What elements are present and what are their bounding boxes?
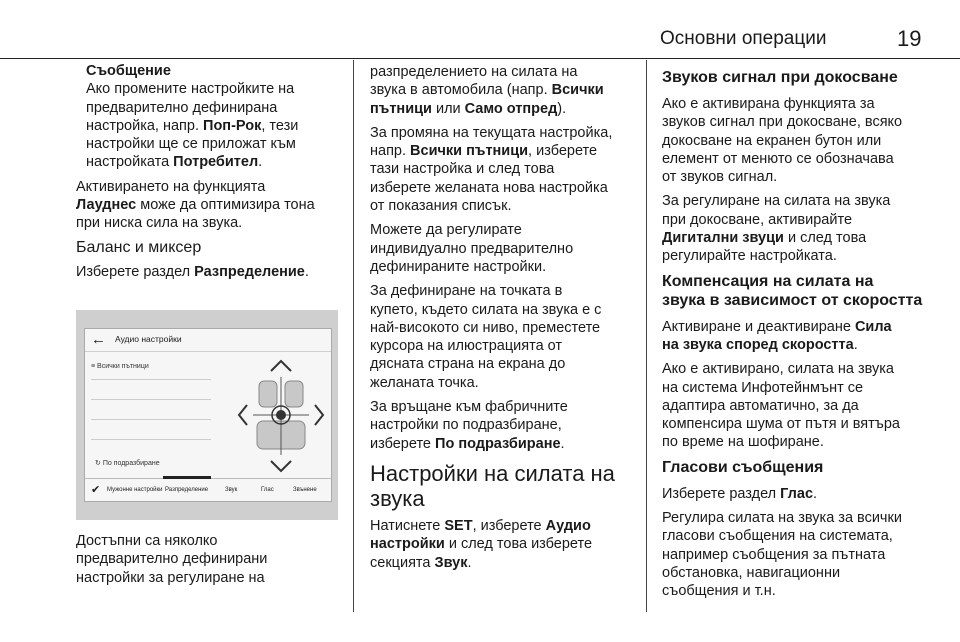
note-line: предварително дефинирана xyxy=(86,99,278,116)
screen-separator xyxy=(91,439,211,440)
audio-settings-illustration xyxy=(76,310,338,520)
screen-tab-bar xyxy=(85,478,331,501)
paragraph-speed-info: Ако е активирано, силата на звука на система Инфотейнмънт се адаптира автоматично, за да компенсира шума от пътя и вятъра по време на шофиране. xyxy=(662,361,900,451)
screen-title-bar xyxy=(85,329,331,352)
paragraph-line: Достъпни са няколко xyxy=(76,533,218,549)
active-tab-indicator xyxy=(163,476,211,479)
tab-presets: Мужонне настройки xyxy=(107,487,163,493)
balance-cursor-icon xyxy=(276,410,286,420)
paragraph-line: предварително дефинирани xyxy=(76,551,268,568)
paragraph-touch-sound: Ако е активирана функцията за звуков сигнал при докосване, всяко докосване на екранен бутон или елемент от менюто се обозначава от звуков сигнал. xyxy=(662,96,903,186)
paragraph-select-voice: Изберете раздел Глас. xyxy=(662,485,818,502)
seat-front-right xyxy=(285,381,303,407)
paragraph-reset: За връщане към фабричните настройки по подразбиране, изберете По подразбиране. xyxy=(370,399,568,452)
paragraph-line: настройки за регулиране на xyxy=(76,569,265,586)
note-line: настройка, напр. Поп-Рок, тези xyxy=(86,117,299,134)
paragraph-define-point: За дефиниране на точката в купето, където силата на звука е с най-високото си ниво, преместете курсора на илюстрацията от дясната страна на екрана до желаната точка. xyxy=(370,283,602,391)
seat-front-left xyxy=(259,381,277,407)
paragraph-adjust: Можете да регулирате индивидуално предварително дефинираните настройки. xyxy=(370,222,574,275)
paragraph-change-setting: За промяна на текущата настройка, напр. Всички пътници, изберете тази настройка и след това изберете желаната нова настройка от показания списък. xyxy=(370,124,613,215)
column-2 xyxy=(370,63,635,578)
heading-touch-sound: Звуков сигнал при докосване xyxy=(662,69,898,86)
column-1 xyxy=(76,62,341,287)
note-line: настройката Потребител. xyxy=(86,154,263,171)
column-divider-2 xyxy=(646,60,647,612)
page-header-title: Основни операции xyxy=(660,28,827,49)
note-line: настройки ще се приложат към xyxy=(86,136,296,153)
paragraph-loudness: Активирането на функцията Лауднес може да оптимизира тона при ниска сила на звука. xyxy=(76,178,315,232)
page-number: 19 xyxy=(897,26,922,51)
column-3 xyxy=(662,64,932,607)
arrow-right-icon xyxy=(315,405,323,425)
infotainment-screen xyxy=(84,328,332,502)
heading-volume-settings: Настройки на силата на звука xyxy=(370,460,615,511)
heading-voice-messages: Гласови съобщения xyxy=(662,458,824,476)
back-arrow-icon: ← xyxy=(91,331,106,348)
tab-sound: Звук xyxy=(225,487,238,493)
paragraph-voice-info: Регулира силата на звука за всички гласови съобщения на системата, например съобщения за пътната обстановка, навигационни съобщения и т.н. xyxy=(662,510,902,600)
paragraph-select-distribution: Изберете раздел Разпределение. xyxy=(76,263,309,280)
arrow-left-icon xyxy=(239,405,247,425)
note-line: Ако промените настройките на xyxy=(86,81,295,98)
heading-balance: Баланс и миксер xyxy=(76,238,202,256)
note-block xyxy=(76,62,341,172)
arrow-up-icon xyxy=(271,361,291,371)
paragraph-touch-volume: За регулиране на силата на звука при докосване, активирайте Дигитални звуци и след това регулирайте настройката. xyxy=(662,193,891,265)
tab-ringtone: Звънене xyxy=(293,487,317,493)
heading-speed-compensation: Компенсация на силата на звука в зависимост от скоростта xyxy=(662,272,923,309)
check-icon: ✔ xyxy=(91,484,101,496)
tab-voice: Глас xyxy=(261,487,274,493)
screen-separator xyxy=(91,379,211,380)
note-title: Съобщение xyxy=(86,63,171,79)
arrow-down-icon xyxy=(271,461,291,471)
option-all-passengers: ≡ Всички пътници xyxy=(91,363,149,370)
option-default: ↻ По подразбиране xyxy=(95,460,160,467)
paragraph-press-set: Натиснете SET, изберете Аудио настройки и след това изберете секцията Звук. xyxy=(370,517,593,571)
cabin-seats-graphic xyxy=(235,357,327,475)
tab-distribution: Разпределение xyxy=(165,487,209,493)
paragraph-distribution: разпределението на силата на звука в автомобила (напр. Всички пътници или Само отпред). xyxy=(370,64,604,117)
screen-separator xyxy=(91,399,211,400)
paragraph-speed-toggle: Активиране и деактивиране Сила на звука според скоростта. xyxy=(662,318,892,353)
column-divider-1 xyxy=(353,60,354,612)
screen-title: Аудио настройки xyxy=(115,334,182,344)
screen-separator xyxy=(91,419,211,420)
column-1-bottom xyxy=(76,532,341,587)
header-rule xyxy=(0,58,960,59)
